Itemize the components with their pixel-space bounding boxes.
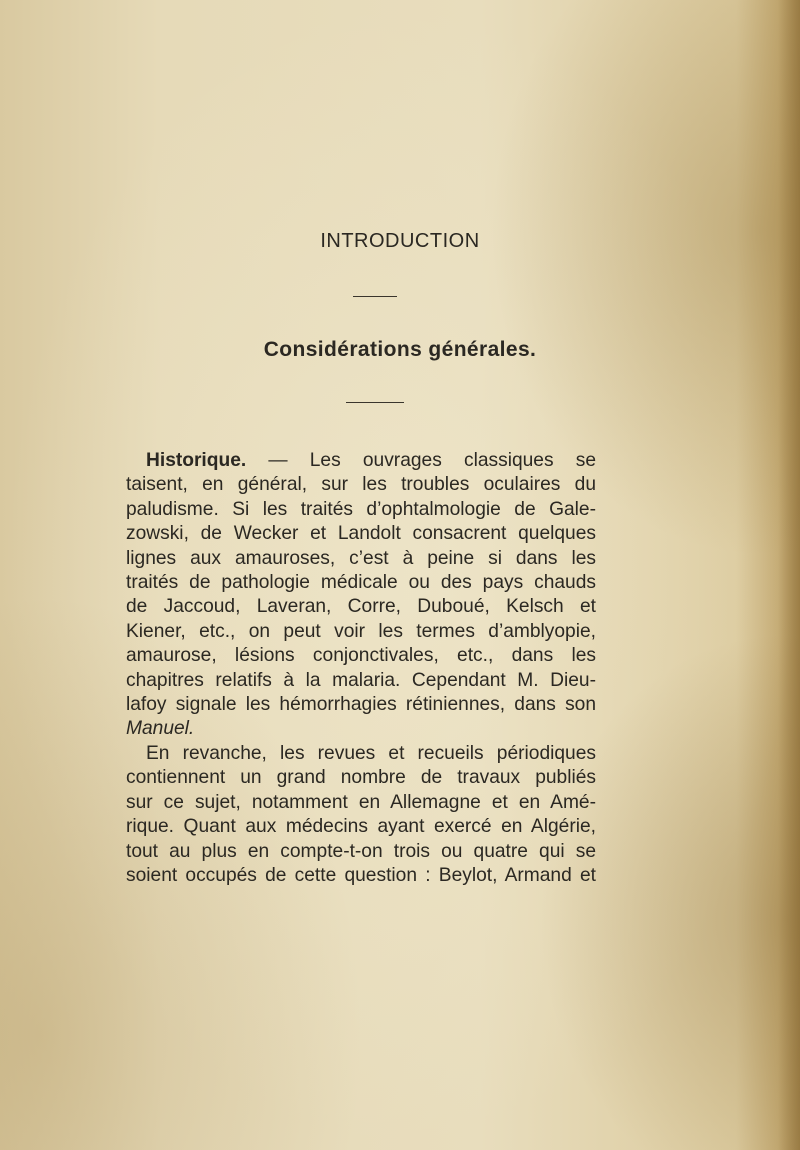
text-line: zowski, de Wecker et Landolt consacrent quelques bbox=[126, 523, 596, 545]
text-line: de Jaccoud, Laveran, Corre, Duboué, Kelsch et bbox=[126, 596, 596, 618]
heading-rule-top bbox=[353, 296, 397, 297]
section-title: Considérations générales. bbox=[263, 338, 537, 361]
text-line: rique. Quant aux médecins ayant exercé en Algérie, bbox=[126, 816, 596, 838]
paragraph-lead: Historique. bbox=[146, 450, 247, 471]
text-line: chapitres relatifs à la malaria. Cependant M. Dieu- bbox=[126, 669, 596, 691]
text-line: lignes aux amauroses, c’est à peine si dans les bbox=[126, 547, 596, 569]
text-line: En revanche, les revues et recueils périodiques bbox=[146, 742, 596, 764]
text-line-content: — Les ouvrages classiques se bbox=[246, 450, 596, 471]
text-line: traités de pathologie médicale ou des pays chauds bbox=[126, 572, 596, 594]
page-edge-shadow bbox=[778, 0, 800, 1150]
text-line: contiennent un grand nombre de travaux publiés bbox=[126, 767, 596, 789]
text-line: lafoy signale les hémorrhagies rétiniennes, dans son bbox=[126, 694, 596, 716]
text-line: sur ce sujet, notamment en Allemagne et en Amé- bbox=[126, 791, 596, 813]
text-line: amaurose, lésions conjonctivales, etc., dans les bbox=[126, 645, 596, 667]
text-line bbox=[126, 449, 596, 473]
text-line-italic: Manuel. bbox=[126, 718, 195, 740]
text-line: soient occupés de cette question : Beylot, Armand et bbox=[126, 864, 596, 886]
text-line: tout au plus en compte-t-on trois ou quatre qui se bbox=[126, 840, 596, 862]
text-line: Kiener, etc., on peut voir les termes d’amblyopie, bbox=[126, 620, 596, 642]
text-line: taisent, en général, sur les troubles oculaires du bbox=[126, 474, 596, 496]
text-line: paludisme. Si les traités d’ophtalmologie de Gale- bbox=[126, 498, 596, 520]
body-text bbox=[126, 449, 596, 888]
chapter-heading: INTRODUCTION bbox=[320, 230, 480, 252]
heading-rule-bottom bbox=[346, 402, 404, 403]
